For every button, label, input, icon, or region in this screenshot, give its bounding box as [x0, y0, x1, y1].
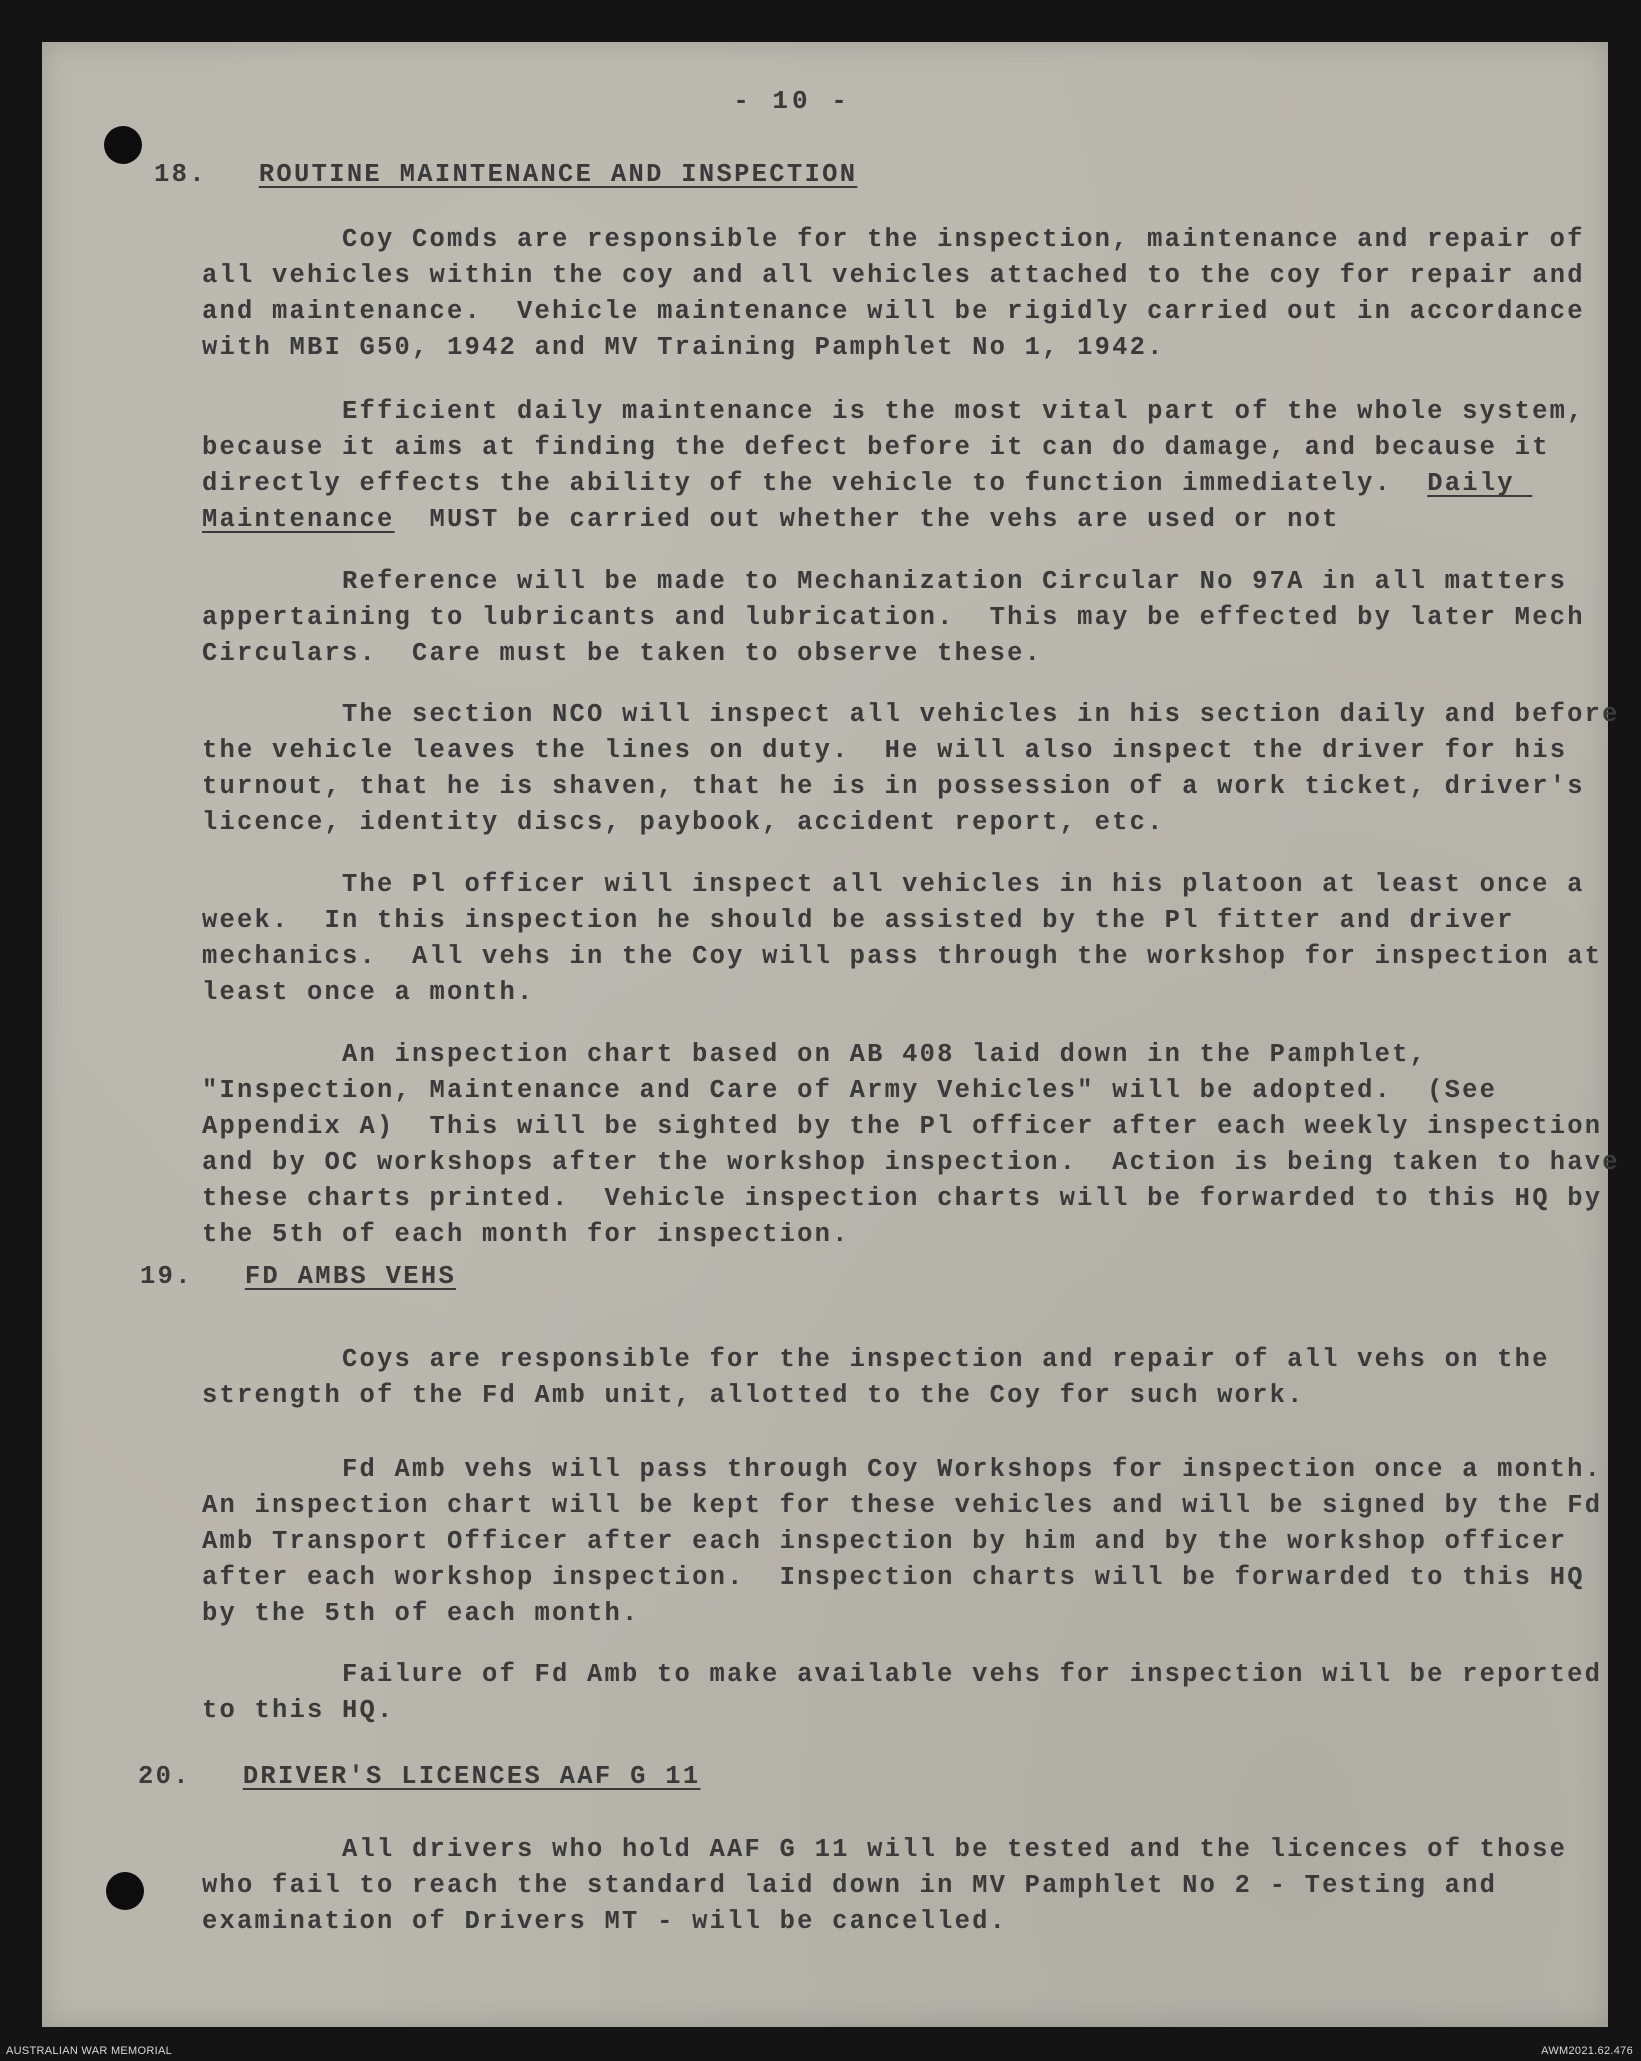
section-18-para-1: Coy Comds are responsible for the inspection, maintenance and repair of all vehicles within the coy and all vehicles attached to the coy for repair and and maintenance. Vehicle maintenance will be rigidly carried out in accordance with MBI G50, 1942 and MV Training Pamphlet No 1, 1942. [202, 225, 1603, 362]
section-20-number: 20. [138, 1762, 191, 1791]
section-19-para-3: Failure of Fd Amb to make available vehs for inspection will be reported to this HQ. [202, 1660, 1620, 1725]
section-18-para-5: The Pl officer will inspect all vehicles in his platoon at least once a week. In this inspection he should be assisted by the Pl fitter and driver mechanics. All vehs in the Coy will pass through the workshop for inspection at least once a month. [202, 870, 1620, 1007]
section-18-para-6: An inspection chart based on AB 408 laid down in the Pamphlet, "Inspection, Maintenance and Care of Army Vehicles" will be adopted. (See Appendix A) This will be sighted by the Pl officer after each weekly inspection and by OC workshops after the workshop inspection. Action is being taken to have these charts printed. Vehicle inspection charts will be forwarded to this HQ by the 5th of each month for inspection. [202, 1040, 1638, 1249]
section-19-title: FD AMBS VEHS [244, 1262, 457, 1291]
section-19-heading [140, 1262, 456, 1291]
footer-credit: AUSTRALIAN WAR MEMORIAL [6, 2045, 173, 2057]
punch-hole-top [104, 126, 142, 164]
section-19-number: 19. [140, 1262, 193, 1291]
section-19-para-2: Fd Amb vehs will pass through Coy Workshops for inspection once a month. An inspection chart will be kept for these vehicles and will be signed by the Fd Amb Transport Officer after each inspection by him and by the workshop officer after each workshop inspection. Inspection charts will be forwarded to this HQ by the 5th of each month. [202, 1455, 1638, 1628]
section-18-title: ROUTINE MAINTENANCE AND INSPECTION [258, 160, 858, 189]
punch-hole-bottom [106, 1872, 144, 1910]
section-19-para-1: Coys are responsible for the inspection and repair of all vehs on the strength of the Fd Amb unit, allotted to the Coy for such work. [202, 1345, 1568, 1410]
daily-maintenance-emphasis: Daily Maintenance [202, 469, 1533, 534]
section-20-title: DRIVER'S LICENCES AAF G 11 [242, 1762, 701, 1791]
page-number: - 10 - [733, 86, 851, 116]
document-page [42, 42, 1638, 2027]
section-18-number: 18. [154, 160, 207, 189]
section-20-para-1: All drivers who hold AAF G 11 will be tested and the licences of those who fail to reach the standard laid down in MV Pamphlet No 2 - Testing and examination of Drivers MT - will be cancelled. [202, 1835, 1585, 1936]
section-18-para-3: Reference will be made to Mechanization Circular No 97A in all matters appertaining to lubricants and lubrication. This may be effected by later Mech Circulars. Care must be taken to observe these. [202, 567, 1603, 668]
section-18-para-2: Efficient daily maintenance is the most vital part of the whole system, because it aims at finding the defect before it can do damage, and because it directly effects the ability of the vehicle to function immediately. Daily Maintenance MUST be carried out whether the vehs are used or not [202, 397, 1603, 534]
section-18-para-4: The section NCO will inspect all vehicles in his section daily and before the vehicle leaves the lines on duty. He will also inspect the driver for his turnout, that he is shaven, that he is in possession of a work ticket, driver's licence, identity discs, paybook, accident report, etc. [202, 700, 1638, 837]
section-18-heading [154, 160, 857, 189]
footer-accession-number: AWM2021.62.476 [1541, 2045, 1633, 2057]
section-20-heading [138, 1762, 700, 1791]
